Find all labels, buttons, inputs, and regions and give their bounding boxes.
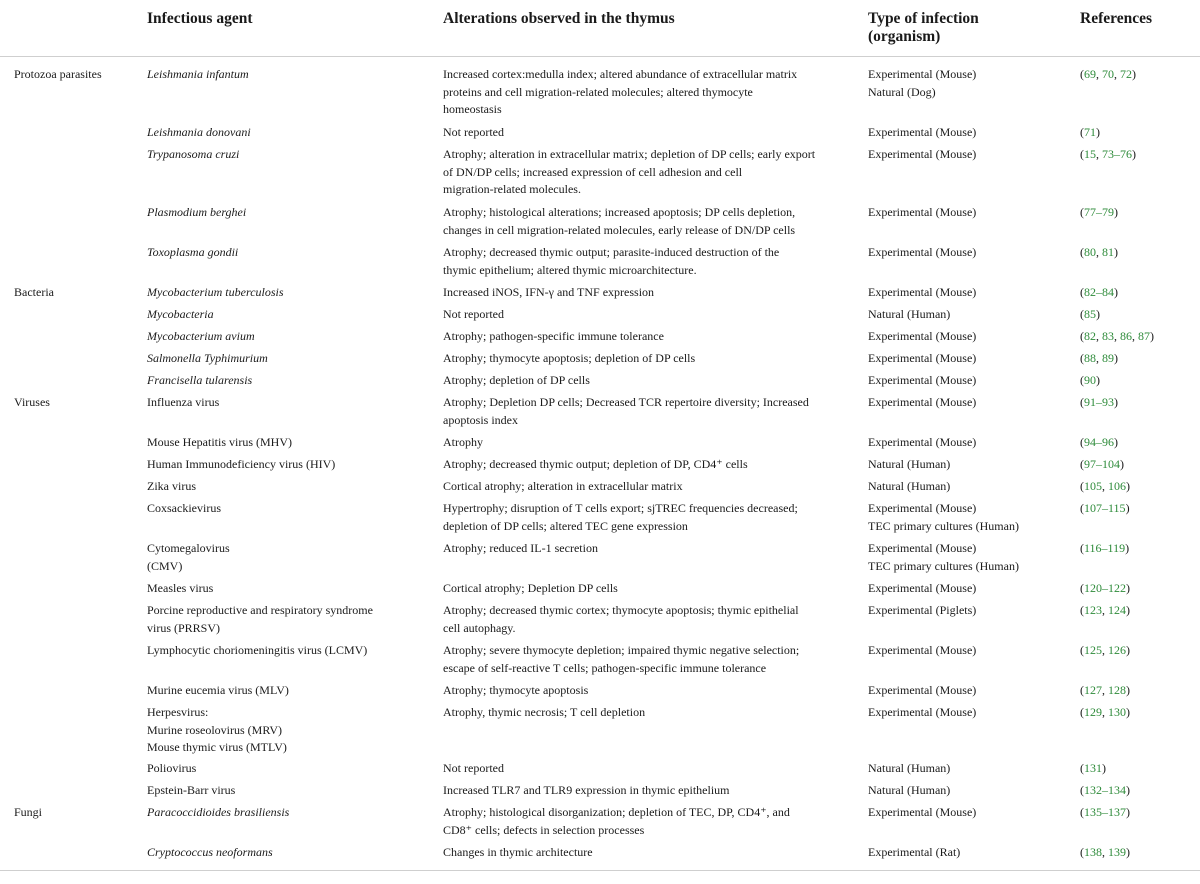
ref-paren: ( [1080, 705, 1084, 719]
ref-paren: ) [1114, 435, 1118, 449]
infectious-agent-cell: Human Immunodeficiency virus (HIV) [147, 457, 336, 471]
alterations-cell: Atrophy; Depletion DP cells; Decreased TCR repertoire diversity; Increased apoptosis index [443, 395, 809, 427]
ref-paren: ( [1080, 581, 1084, 595]
infectious-agent-cell: Herpesvirus: Murine roseolovirus (MRV) Mouse thymic virus (MTLV) [147, 705, 287, 755]
ref-separator: , [1114, 67, 1120, 81]
infectious-agent-cell: Mycobacterium tuberculosis [147, 285, 284, 299]
category-label: Bacteria [14, 285, 54, 299]
infectious-agent-cell: Porcine reproductive and respiratory syndrome virus (PRRSV) [147, 603, 373, 635]
alterations-cell: Not reported [443, 125, 504, 139]
ref-paren: ( [1080, 761, 1084, 775]
category-label: Fungi [14, 805, 43, 819]
ref-paren: ( [1080, 805, 1084, 819]
reference-link[interactable]: 126 [1108, 643, 1126, 657]
alterations-cell: Atrophy; depletion of DP cells [443, 373, 590, 387]
alterations-cell: Increased TLR7 and TLR9 expression in thymic epithelium [443, 783, 730, 797]
ref-separator: , [1102, 845, 1108, 859]
reference-link[interactable]: 69 [1084, 67, 1096, 81]
ref-separator: , [1132, 329, 1138, 343]
references-cell [1080, 394, 1198, 412]
infectious-agent-cell: Lymphocytic choriomeningitis virus (LCMV) [147, 643, 368, 657]
infection-type-cell: Experimental (Mouse) [868, 643, 977, 657]
alterations-cell: Cortical atrophy; Depletion DP cells [443, 581, 618, 595]
reference-link[interactable]: 83 [1102, 329, 1114, 343]
infection-type-cell: Natural (Human) [868, 761, 951, 775]
reference-link[interactable]: 77–79 [1084, 205, 1114, 219]
infectious-agent-cell: Murine eucemia virus (MLV) [147, 683, 289, 697]
header-references: References [1080, 10, 1153, 27]
reference-link[interactable]: 86 [1120, 329, 1132, 343]
ref-paren: ( [1080, 395, 1084, 409]
ref-separator: , [1102, 705, 1108, 719]
alterations-cell: Atrophy; thymocyte apoptosis; depletion of DP cells [443, 351, 696, 365]
infection-type-cell: Experimental (Mouse) [868, 581, 977, 595]
references-cell [1080, 456, 1198, 474]
references-cell [1080, 844, 1198, 862]
reference-link[interactable]: 88 [1084, 351, 1096, 365]
alterations-cell: Atrophy; severe thymocyte depletion; impaired thymic negative selection; escape of self-reactive T cells; pathogen-specific immune tolerance [443, 643, 800, 675]
alterations-cell: Atrophy, thymic necrosis; T cell depletion [443, 705, 646, 719]
ref-paren: ) [1114, 395, 1118, 409]
ref-paren: ( [1080, 147, 1084, 161]
table-bottom-rule [0, 870, 1200, 871]
reference-link[interactable]: 131 [1084, 761, 1102, 775]
ref-paren: ( [1080, 783, 1084, 797]
references-cell [1080, 244, 1198, 262]
ref-paren: ( [1080, 435, 1084, 449]
reference-link[interactable]: 85 [1084, 307, 1096, 321]
ref-separator: , [1114, 329, 1120, 343]
ref-paren: ) [1132, 67, 1136, 81]
ref-paren: ) [1132, 147, 1136, 161]
alterations-cell: Atrophy; pathogen-specific immune tolerance [443, 329, 664, 343]
alterations-cell: Atrophy; alteration in extracellular matrix; depletion of DP cells; early export of DN/DP cells; increased expression of cell adhesion and cell migration-related molecules. [443, 147, 816, 197]
infectious-agent-cell: Cryptococcus neoformans [147, 845, 273, 859]
alterations-cell: Cortical atrophy; alteration in extracellular matrix [443, 479, 683, 493]
reference-link[interactable]: 15 [1084, 147, 1096, 161]
ref-paren: ) [1096, 125, 1100, 139]
infection-type-cell: Natural (Human) [868, 479, 951, 493]
reference-link[interactable]: 132–134 [1084, 783, 1126, 797]
infectious-agent-cell: Measles virus [147, 581, 214, 595]
ref-separator: , [1102, 683, 1108, 697]
infection-type-cell: Experimental (Mouse) [868, 285, 977, 299]
ref-paren: ( [1080, 541, 1084, 555]
reference-link[interactable]: 107–115 [1084, 501, 1126, 515]
reference-link[interactable]: 82–84 [1084, 285, 1114, 299]
reference-link[interactable]: 72 [1120, 67, 1132, 81]
reference-link[interactable]: 123 [1084, 603, 1102, 617]
reference-link[interactable]: 71 [1084, 125, 1096, 139]
reference-link[interactable]: 130 [1108, 705, 1126, 719]
reference-link[interactable]: 116–119 [1084, 541, 1126, 555]
ref-paren: ) [1126, 783, 1130, 797]
infectious-agent-cell: Mouse Hepatitis virus (MHV) [147, 435, 292, 449]
references-cell [1080, 434, 1198, 452]
alterations-cell: Atrophy; histological disorganization; depletion of TEC, DP, CD4⁺, and CD8⁺ cells; defects in selection processes [443, 805, 790, 837]
infectious-agent-cell: Francisella tularensis [147, 373, 253, 387]
ref-paren: ) [1114, 285, 1118, 299]
ref-paren: ( [1080, 643, 1084, 657]
alterations-cell: Atrophy; decreased thymic cortex; thymocyte apoptosis; thymic epithelial cell autophagy. [443, 603, 799, 635]
ref-paren: ) [1150, 329, 1154, 343]
ref-paren: ( [1080, 285, 1084, 299]
reference-link[interactable]: 82 [1084, 329, 1096, 343]
infectious-agent-cell: Zika virus [147, 479, 196, 493]
ref-paren: ( [1080, 67, 1084, 81]
infection-type-cell: Experimental (Mouse) [868, 245, 977, 259]
ref-paren: ( [1080, 457, 1084, 471]
infectious-agent-cell: Mycobacterium avium [147, 329, 255, 343]
ref-paren: ) [1126, 845, 1130, 859]
references-cell [1080, 328, 1198, 346]
ref-paren: ( [1080, 603, 1084, 617]
references-cell [1080, 682, 1198, 700]
references-cell [1080, 580, 1198, 598]
infection-type-cell: Experimental (Mouse) [868, 351, 977, 365]
infection-type-cell: Experimental (Rat) [868, 845, 961, 859]
references-cell [1080, 146, 1198, 164]
infectious-agent-cell: Salmonella Typhimurium [147, 351, 268, 365]
ref-separator: , [1096, 351, 1102, 365]
reference-link[interactable]: 90 [1084, 373, 1096, 387]
reference-link[interactable]: 128 [1108, 683, 1126, 697]
reference-link[interactable]: 105 [1084, 479, 1102, 493]
ref-paren: ) [1126, 479, 1130, 493]
ref-paren: ( [1080, 373, 1084, 387]
reference-link[interactable]: 80 [1084, 245, 1096, 259]
ref-paren: ) [1125, 541, 1130, 555]
alterations-cell: Atrophy [443, 435, 483, 449]
infectious-agent-cell: Plasmodium berghei [147, 205, 247, 219]
header-alterations: Alterations observed in the thymus [443, 10, 675, 27]
reference-link[interactable]: 124 [1108, 603, 1126, 617]
ref-paren: ( [1080, 329, 1084, 343]
references-cell [1080, 284, 1198, 302]
infection-type-cell: Experimental (Mouse) [868, 329, 977, 343]
references-cell [1080, 540, 1198, 558]
references-cell [1080, 500, 1198, 518]
ref-paren: ) [1126, 581, 1130, 595]
infection-type-cell: Experimental (Mouse) [868, 805, 977, 819]
infectious-agent-cell: Cytomegalovirus (CMV) [147, 541, 230, 573]
ref-paren: ) [1114, 351, 1118, 365]
alterations-cell: Hypertrophy; disruption of T cells export; sjTREC frequencies decreased; depletion of DP cells; altered TEC gene expression [443, 501, 798, 533]
alterations-cell: Atrophy; thymocyte apoptosis [443, 683, 589, 697]
ref-paren: ) [1114, 245, 1118, 259]
ref-separator: , [1096, 67, 1102, 81]
alterations-cell: Atrophy; decreased thymic output; parasite-induced destruction of the thymic epithelium; altered thymic microarchitecture. [443, 245, 780, 277]
infectious-agent-cell: Leishmania donovani [147, 125, 251, 139]
ref-paren: ( [1080, 683, 1084, 697]
infectious-agent-cell: Influenza virus [147, 395, 220, 409]
infectious-agent-cell: Toxoplasma gondii [147, 245, 239, 259]
infectious-agent-cell: Trypanosoma cruzi [147, 147, 240, 161]
ref-paren: ( [1080, 351, 1084, 365]
ref-paren: ( [1080, 501, 1084, 515]
ref-paren: ) [1120, 457, 1124, 471]
references-cell [1080, 306, 1198, 324]
infection-type-cell: Experimental (Mouse) [868, 395, 977, 409]
infection-type-cell: Experimental (Mouse) TEC primary cultures (Human) [868, 541, 1019, 573]
reference-link[interactable]: 129 [1084, 705, 1102, 719]
references-cell [1080, 124, 1198, 142]
alterations-cell: Increased iNOS, IFN-γ and TNF expression [443, 285, 655, 299]
infectious-agent-cell: Leishmania infantum [147, 67, 249, 81]
category-label: Protozoa parasites [14, 67, 102, 81]
infection-type-cell: Natural (Human) [868, 457, 951, 471]
ref-paren: ) [1126, 705, 1130, 719]
ref-paren: ) [1102, 761, 1106, 775]
reference-link[interactable]: 81 [1102, 245, 1114, 259]
alterations-cell: Not reported [443, 307, 504, 321]
references-cell [1080, 372, 1198, 390]
category-label: Viruses [14, 395, 50, 409]
alterations-cell: Atrophy; reduced IL-1 secretion [443, 541, 598, 555]
infection-type-cell: Experimental (Mouse) [868, 205, 977, 219]
reference-link[interactable]: 87 [1138, 329, 1150, 343]
ref-paren: ) [1096, 307, 1100, 321]
infectious-agent-cell: Coxsackievirus [147, 501, 221, 515]
infection-type-cell: Experimental (Mouse) [868, 125, 977, 139]
references-cell [1080, 760, 1198, 778]
infection-type-cell: Experimental (Mouse) [868, 435, 977, 449]
reference-link[interactable]: 125 [1084, 643, 1102, 657]
infectious-agent-cell: Paracoccidioides brasiliensis [147, 805, 290, 819]
references-cell [1080, 66, 1198, 84]
reference-link[interactable]: 135–137 [1084, 805, 1126, 819]
ref-paren: ) [1096, 373, 1100, 387]
reference-link[interactable]: 106 [1108, 479, 1126, 493]
ref-paren: ( [1080, 307, 1084, 321]
alterations-cell: Increased cortex:medulla index; altered abundance of extracellular matrix proteins and cell migration-related molecules; altered thymocyte homeostasis [443, 67, 798, 117]
ref-separator: , [1096, 245, 1102, 259]
ref-paren: ( [1080, 479, 1084, 493]
alterations-cell: Atrophy; histological alterations; increased apoptosis; DP cells depletion, changes in cell migration-related molecules, early release of DN/DP cells [443, 205, 796, 237]
references-cell [1080, 704, 1198, 722]
infection-type-cell: Natural (Human) [868, 307, 951, 321]
reference-link[interactable]: 91–93 [1084, 395, 1114, 409]
ref-separator: , [1102, 603, 1108, 617]
ref-paren: ) [1126, 643, 1130, 657]
references-cell [1080, 804, 1198, 822]
alterations-cell: Not reported [443, 761, 504, 775]
header-type-of-infection: Type of infection (organism) [868, 10, 979, 45]
references-cell [1080, 642, 1198, 660]
reference-link[interactable]: 73–76 [1102, 147, 1132, 161]
reference-link[interactable]: 139 [1108, 845, 1126, 859]
ref-paren: ) [1126, 603, 1130, 617]
references-cell [1080, 204, 1198, 222]
infection-type-cell: Natural (Human) [868, 783, 951, 797]
infection-type-cell: Experimental (Mouse) [868, 373, 977, 387]
header-infectious-agent: Infectious agent [147, 10, 253, 27]
reference-link[interactable]: 138 [1084, 845, 1102, 859]
infectious-agent-cell: Poliovirus [147, 761, 197, 775]
reference-link[interactable]: 97–104 [1084, 457, 1120, 471]
infection-type-cell: Experimental (Mouse) TEC primary cultures (Human) [868, 501, 1019, 533]
ref-paren: ( [1080, 845, 1084, 859]
alterations-cell: Changes in thymic architecture [443, 845, 593, 859]
infection-type-cell: Experimental (Piglets) [868, 603, 977, 617]
ref-separator: , [1096, 329, 1102, 343]
references-cell [1080, 478, 1198, 496]
references-cell [1080, 350, 1198, 368]
infection-type-cell: Experimental (Mouse) Natural (Dog) [868, 67, 977, 99]
reference-link[interactable]: 120–122 [1084, 581, 1126, 595]
ref-paren: ) [1126, 683, 1130, 697]
ref-separator: , [1102, 479, 1108, 493]
infectious-agent-cell: Mycobacteria [147, 307, 214, 321]
reference-link[interactable]: 89 [1102, 351, 1114, 365]
alterations-cell: Atrophy; decreased thymic output; depletion of DP, CD4⁺ cells [443, 457, 748, 471]
ref-paren: ) [1125, 501, 1130, 515]
infection-type-cell: Experimental (Mouse) [868, 147, 977, 161]
table-header [0, 0, 1200, 57]
infection-type-cell: Experimental (Mouse) [868, 683, 977, 697]
references-cell [1080, 782, 1198, 800]
ref-separator: , [1102, 643, 1108, 657]
ref-paren: ) [1126, 805, 1130, 819]
references-cell [1080, 602, 1198, 620]
reference-link[interactable]: 127 [1084, 683, 1102, 697]
infectious-agent-cell: Epstein-Barr virus [147, 783, 236, 797]
infection-type-cell: Experimental (Mouse) [868, 705, 977, 719]
ref-separator: , [1096, 147, 1102, 161]
ref-paren: ( [1080, 205, 1084, 219]
reference-link[interactable]: 94–96 [1084, 435, 1114, 449]
ref-paren: ) [1114, 205, 1118, 219]
reference-link[interactable]: 70 [1102, 67, 1114, 81]
ref-paren: ( [1080, 125, 1084, 139]
ref-paren: ( [1080, 245, 1084, 259]
